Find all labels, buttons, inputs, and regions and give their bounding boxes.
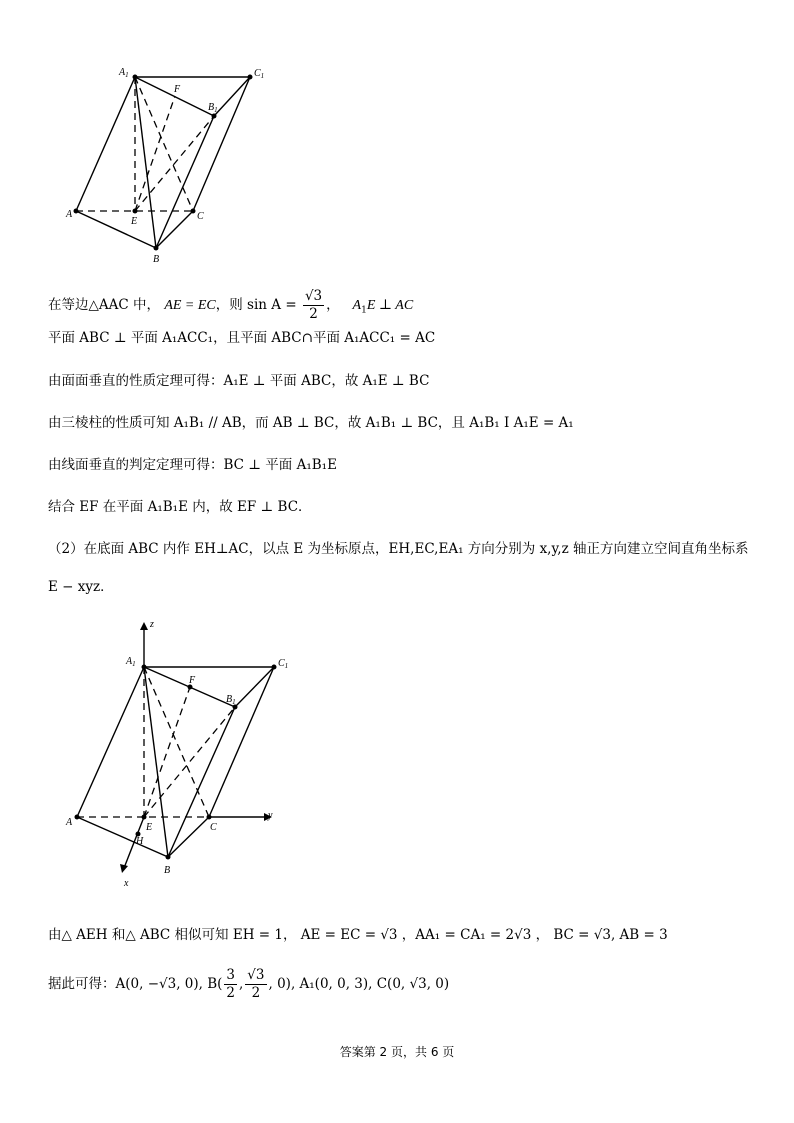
text-l1-c: AE = EC — [164, 298, 216, 313]
text-l1-f: A — [352, 298, 362, 313]
text-l1-a: 在等边△AA — [48, 297, 119, 313]
label-x: x — [124, 878, 129, 889]
text-line-7: （2）在底面 ABC 内作 EH⊥AC，以点 E 为坐标原点，EH,EC,EA₁ 方向分别为 x,y,z 轴正方向建立空间直角坐标系 — [48, 541, 749, 557]
arrow-z — [140, 622, 148, 630]
edge-A-A1 — [77, 667, 144, 817]
edge-E-F — [135, 96, 175, 211]
edge-A-A1 — [76, 77, 135, 211]
edge-B1-C1 — [214, 77, 250, 116]
edge-E-B1 — [144, 707, 235, 817]
text-line-5: 由线面垂直的判定定理可得：BC ⊥ 平面 A₁B₁E — [48, 457, 337, 473]
edge-A-B — [76, 211, 156, 248]
label-B1: $B_1$ — [208, 102, 218, 114]
label-C: C — [197, 211, 204, 222]
label-C1: $C_1$ — [278, 658, 289, 670]
label-E: E — [131, 216, 138, 227]
label-y: y — [268, 810, 273, 821]
label-A: A — [66, 209, 73, 220]
text-l1-g: E ⊥ AC — [366, 298, 414, 313]
label-A1: $A_1$ — [126, 656, 136, 668]
fraction-sqrt3-over-2b: $\frac{√3}{2}$ — [247, 967, 265, 1001]
text-line-3: 由面面垂直的性质定理可得：A₁E ⊥ 平面 ABC，故 A₁E ⊥ BC — [48, 373, 430, 389]
text-line-8: E − xyz． — [48, 579, 114, 595]
label-E: E — [146, 822, 153, 833]
edge-B-C — [168, 817, 209, 857]
figure-2-coordinate-prism — [60, 610, 289, 895]
label-A: A — [66, 817, 73, 828]
text-line-9: 由△ AEH 和△ ABC 相似可知 EH = 1， AE = EC = √3 ，AA₁ = CA₁ = 2√3 ， BC = √3, AB = 3 — [48, 927, 668, 943]
label-B: B — [153, 254, 160, 265]
label-F: F — [174, 84, 181, 95]
label-C: C — [210, 822, 217, 833]
page-footer: 答案第 2 页，共 6 页 — [339, 1045, 455, 1059]
text-line-1: 在等边△AAC 中， AE = EC，则 sin A = $\frac{√3}{2}$ ， $A_1E$ ⊥ AC — [48, 288, 414, 322]
arrow-x — [120, 864, 128, 873]
label-B: B — [164, 865, 171, 876]
edge-E-F — [144, 687, 190, 817]
label-z: z — [150, 619, 154, 630]
fraction-3-over-2: $\frac{3}{2}$ — [226, 967, 235, 1001]
label-B1: $B_1$ — [226, 694, 236, 706]
edge-A-B — [77, 817, 168, 857]
edge-B-C — [156, 211, 193, 248]
text-l10-b: , — [239, 976, 244, 992]
text-line-10 — [48, 962, 449, 1006]
fraction-sqrt3-over-2: $\frac{√3}{2}$ — [304, 288, 323, 322]
label-F: F — [189, 675, 196, 686]
edge-E-B1 — [135, 116, 214, 211]
text-l10-a: 据此可得：A(0, −√3, 0), B( — [48, 976, 223, 992]
label-C1: $C_1$ — [254, 68, 265, 80]
text-l10-c: , 0), A₁(0, 0, 3), C(0, √3, 0) — [268, 976, 450, 992]
edge-B-B1 — [168, 707, 235, 857]
figure-1-prism — [60, 62, 280, 267]
text-l1-d: ，则 sin A = — [215, 297, 297, 313]
label-A1: $A_1$ — [119, 67, 129, 79]
text-line-4: 由三棱柱的性质可知 A₁B₁ // AB，而 AB ⊥ BC，故 A₁B₁ ⊥ BC，且 A₁B₁ I A₁E = A₁ — [48, 415, 574, 431]
text-l1-b: C 中， — [118, 297, 161, 313]
text-line-6: 结合 EF 在平面 A₁B₁E 内，故 EF ⊥ BC． — [48, 499, 312, 515]
edge-B1-C1 — [235, 667, 274, 707]
text-line-2: 平面 ABC ⊥ 平面 A₁ACC₁，且平面 ABC∩平面 A₁ACC₁ = AC — [48, 330, 436, 346]
text-l1-e: ， — [326, 297, 340, 313]
label-H: H — [136, 836, 144, 847]
